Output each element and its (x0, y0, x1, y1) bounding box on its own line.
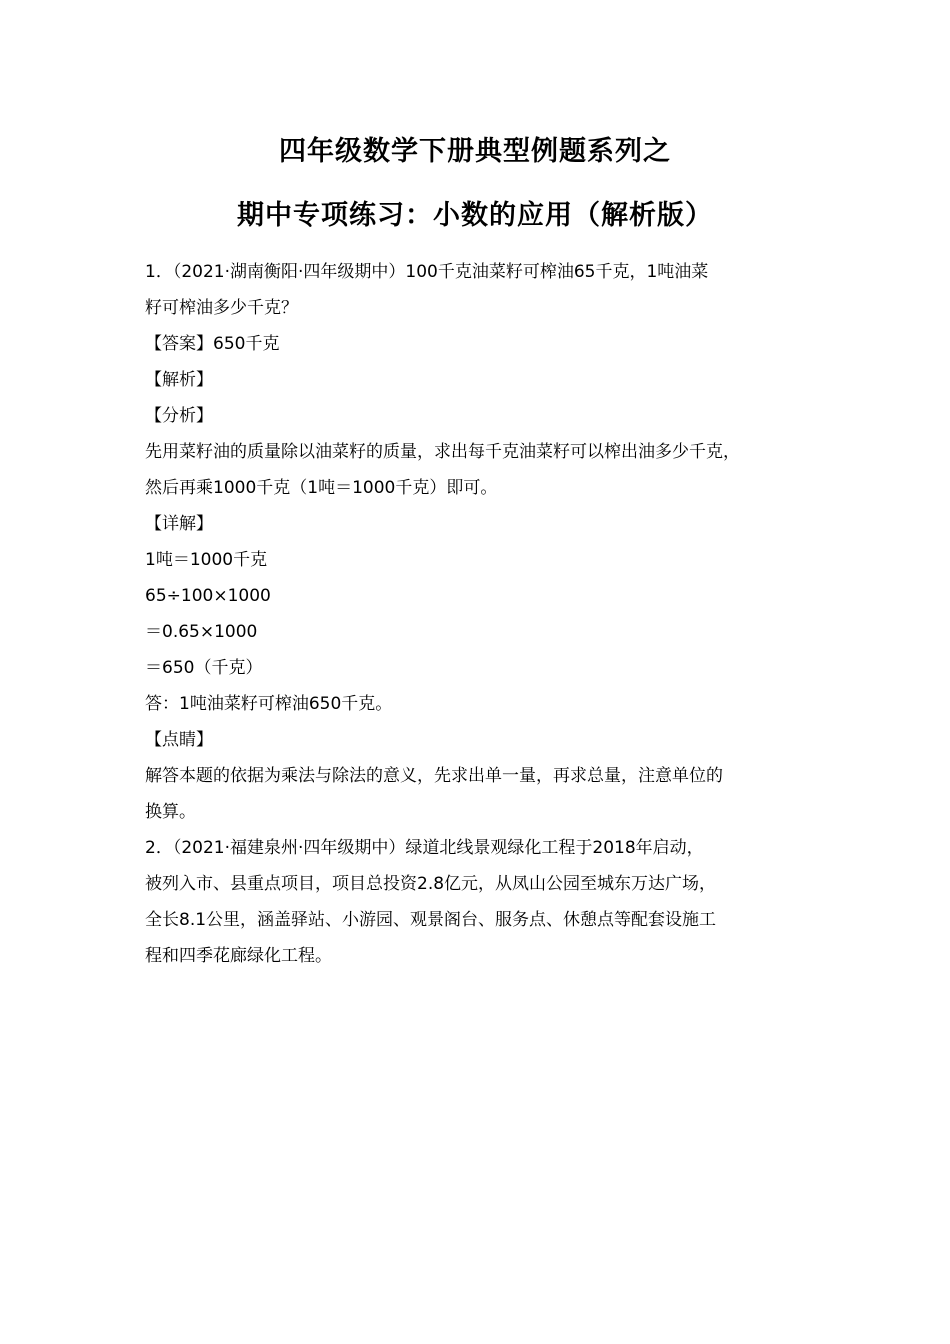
dianjing-heading: 【点睛】 (145, 730, 213, 750)
question-1 (145, 254, 810, 830)
solution-reply: 答：1吨油菜籽可榨油650千克。 (145, 694, 393, 714)
solution-step-3: ＝0.65×1000 (145, 622, 258, 642)
fenxi-text-line2: 然后再乘1000千克（1吨＝1000千克）即可。 (145, 478, 498, 498)
xiangjie-heading: 【详解】 (145, 514, 213, 534)
question-1-text-line1: 1．（2021·湖南衡阳·四年级期中）100千克油菜籽可榨油65千克，1吨油菜 (145, 262, 709, 282)
question-2-text-line1: 2．（2021·福建泉州·四年级期中）绿道北线景观绿化工程于2018年启动， (145, 838, 704, 858)
answer-label: 【答案】650千克 (145, 334, 280, 354)
question-2-text-line2: 被列入市、县重点项目，项目总投资2.8亿元，从凤山公园至城东万达广场， (145, 874, 717, 894)
solution-step-1: 1吨＝1000千克 (145, 550, 268, 570)
dianjing-text-line1: 解答本题的依据为乘法与除法的意义，先求出单一量，再求总量，注意单位的 (145, 766, 723, 786)
question-1-text-line2: 籽可榨油多少千克？ (145, 298, 298, 318)
solution-step-2: 65÷100×1000 (145, 586, 271, 606)
document-title-line1: 四年级数学下册典型例题系列之 (279, 136, 671, 167)
solution-step-4: ＝650（千克） (145, 658, 263, 678)
document-body (145, 254, 810, 974)
document-title-line2: 期中专项练习：小数的应用（解析版） (237, 200, 713, 231)
question-2-text-line3: 全长8.1公里，涵盖驿站、小游园、观景阁台、服务点、休憩点等配套设施工 (145, 910, 717, 930)
fenxi-heading: 【分析】 (145, 406, 213, 426)
fenxi-text-line1: 先用菜籽油的质量除以油菜籽的质量，求出每千克油菜籽可以榨出油多少千克， (145, 442, 740, 462)
jiexi-heading: 【解析】 (145, 370, 213, 390)
question-2-text-line4: 程和四季花廊绿化工程。 (145, 946, 332, 966)
dianjing-text-line2: 换算。 (145, 802, 196, 822)
question-2 (145, 830, 810, 974)
